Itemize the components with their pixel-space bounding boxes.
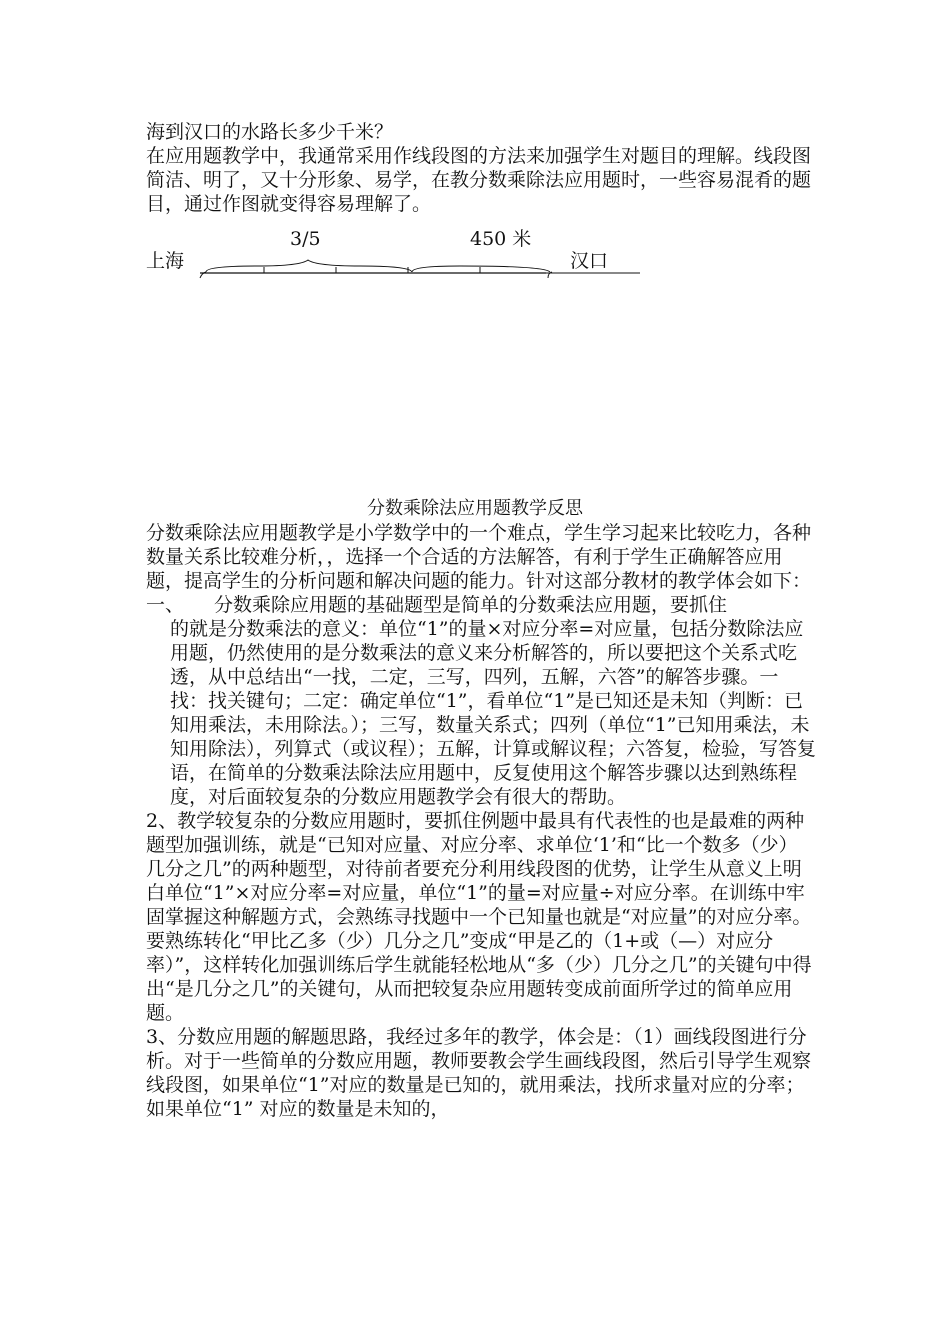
fraction-label: 3/5 — [290, 228, 321, 250]
brace-fraction — [206, 260, 412, 272]
intro-paragraph: 在应用题教学中，我通常采用作线段图的方法来加强学生对题目的理解。线段图简洁、明了，又十分形象、易学，在教分数乘除法应用题时，一些容易混肴的题目，通过作图就变得容易理解了。 — [146, 145, 812, 215]
point-one-text: 的就是分数乘法的意义：单位“1”的量×对应分率=对应量，包括分数除法应用题，仍然使用的是分数乘法的意义来分析解答的，所以要把这个关系式吃透，从中总结出“一找，二定，三写，四列，五解，六答”的解答步骤。一找：找关键句；二定：确定单位“1”，看单位“1”是已知还是未知（判断：已知用乘法，未用除法。）；三写，数量关系式；四列（单位“1”已知用乘法，未知用除法），列算式（或议程）；五解，计算或解议程；六答复，检验，写答复语，在简单的分数乘法除法应用题中，反复使用这个解答步骤以达到熟练程度，对后面较复杂的分数应用题教学会有很大的帮助。 — [170, 618, 817, 808]
article-intro: 分数乘除法应用题教学是小学数学中的一个难点，学生学习起来比较吃力，各种数量关系比较难分析，，选择一个合适的方法解答，有利于学生正确解答应用题，提高学生的分析问题和解决问题的能力。针对这部分教材的教学体会如下： — [146, 522, 812, 592]
point-two: 2、教学较复杂的分数应用题时，要抓住例题中最具有代表性的也是最难的两种题型加强训练，就是“已知对应量、对应分率、求单位‘1’和“比一个数多（少）几分之几”的两种题型，对待前者要充分利用线段图的优势，让学生从意义上明白单位“1”×对应分率=对应量，单位“1”的量=对应量÷对应分率。在训练中牢固掌握这种解题方式，会熟练寻找题中一个已知量也就是“对应量”的对应分率。要熟练转化“甲比乙多（少）几分之几”变成“甲是乙的（1+或（—）对应分率）”，这样转化加强训练后学生就能轻松地从“多（少）几分之几”的关键句中得出“是几分之几”的关键句，从而把较复杂应用题转变成前面所学过的简单应用题。 — [146, 810, 812, 1024]
point-one — [146, 593, 816, 809]
question-line: 海到汉口的水路长多少千米？ — [146, 121, 394, 143]
distance-label: 450 米 — [470, 228, 532, 250]
brace-remaining — [412, 266, 550, 272]
end-city-label: 汉口 — [570, 250, 609, 272]
article-title: 分数乘除法应用题教学反思 — [367, 498, 583, 519]
intro-section — [146, 120, 816, 216]
point-one-first-line: 分数乘除应用题的基础题型是简单的分数乘法应用题，要抓住 — [214, 594, 728, 616]
point-three: 3、分数应用题的解题思路，我经过多年的教学，体会是：（1）画线段图进行分析。对于一些简单的分数应用题，教师要教会学生画线段图，然后引导学生观察线段图，如果单位“1”对应的数量是已知的，就用乘法，找所求量对应的分率；如果单位“1” 对应的数量是未知的， — [146, 1026, 812, 1120]
article-body — [146, 521, 816, 1121]
line-segment-diagram — [140, 226, 640, 286]
start-city-label: 上海 — [146, 250, 185, 272]
segment-graphic — [140, 226, 640, 286]
point-one-marker: 一、 — [146, 594, 185, 616]
